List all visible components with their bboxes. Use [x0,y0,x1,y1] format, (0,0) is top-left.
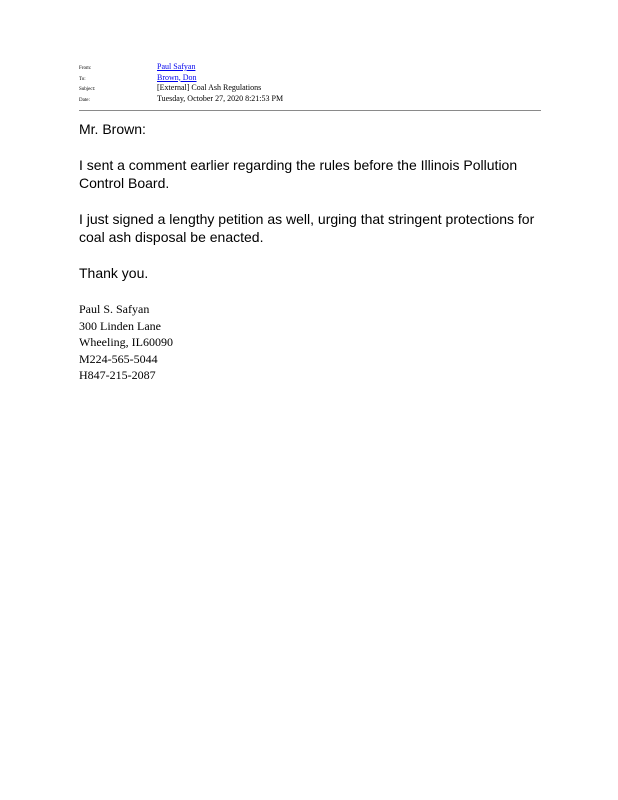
date-row [79,94,541,105]
body-paragraph-2: I just signed a lengthy petition as well, urging that stringent protections for coal ash disposal be enacted. [79,210,535,245]
to-recipient-link[interactable]: Brown, Don [157,72,197,82]
subject-label: Subject: [79,87,96,92]
to-row [79,73,541,84]
date-label: Date: [79,97,90,103]
email-header [79,62,541,104]
signature-block [79,301,379,384]
from-sender-link[interactable]: Paul Safyan [157,62,196,71]
signature-street: 300 Linden Lane [79,318,161,333]
closing: Thank you. [79,264,149,281]
to-label: To: [79,76,86,82]
signature-mobile: M224-565-5044 [79,351,158,366]
signature-city: Wheeling, IL60090 [79,335,173,350]
subject-value: [External] Coal Ash Regulations [157,83,262,92]
email-body [79,120,541,299]
greeting: Mr. Brown: [79,121,146,137]
body-paragraph-1: I sent a comment earlier regarding the rules before the Illinois Pollution Control Board. [79,156,518,191]
header-divider [79,110,541,111]
date-value: Tuesday, October 27, 2020 8:21:53 PM [157,93,284,103]
from-label: From: [79,66,92,71]
signature-home: H847-215-2087 [79,368,156,383]
from-row [79,62,541,73]
subject-row [79,83,541,94]
signature-name: Paul S. Safyan [79,302,150,316]
